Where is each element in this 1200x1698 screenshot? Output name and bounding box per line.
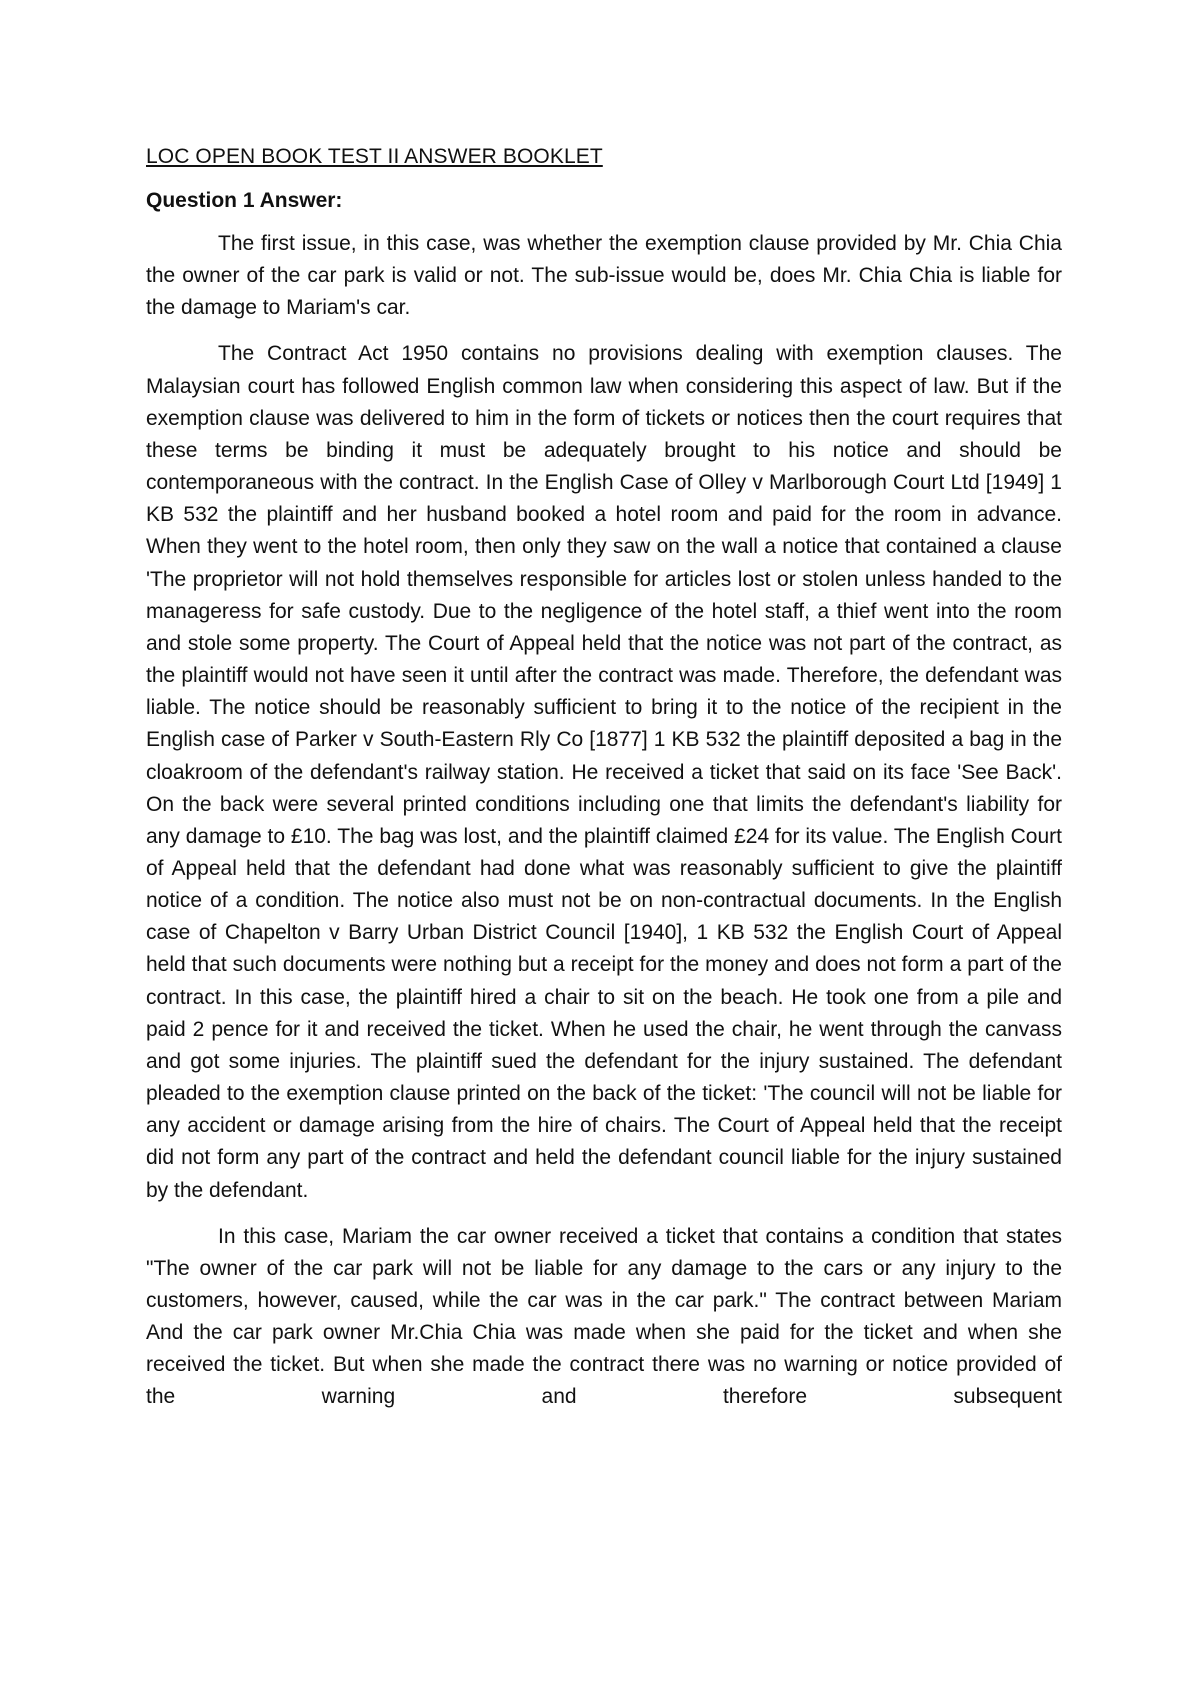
paragraph-contract-act: The Contract Act 1950 contains no provisions dealing with exemption clauses. The Malaysian court has followed English common law when considering this aspect of law. But if the exemption clause was delivered to him in the form of tickets or notices then the court requires that these terms be binding it must be adequately brought to his notice and should be contemporaneous with the contract. In the English Case of Olley v Marlborough Court Ltd [1949] 1 KB 532 the plaintiff and her husband booked a hotel room and paid for the room in advance. When they went to the hotel room, then only they saw on the wall a notice that contained a clause 'The proprietor will not hold themselves responsible for articles lost or stolen unless handed to the manageress for safe custody. Due to the negligence of the hotel staff, a thief went into the room and stole some property. The Court of Appeal held that the notice was not part of the contract, as the plaintiff would not have seen it until after the contract was made. Therefore, the defendant was liable. The notice should be reasonably sufficient to bring it to the notice of the recipient in the English case of Parker v South-Eastern Rly Co [1877] 1 KB 532 the plaintiff deposited a bag in the cloakroom of the defendant's railway station. He received a ticket that said on its face 'See Back'. On the back were several printed conditions including one that limits the defendant's liability for any damage to £10. The bag was lost, and the plaintiff claimed £24 for its value. The English Court of Appeal held that the defendant had done what was reasonably sufficient to give the plaintiff notice of a condition. The notice also must not be on non-contractual documents. In the English case of Chapelton v Barry Urban District Council [1940], 1 KB 532 the English Court of Appeal held that such documents were nothing but a receipt for the money and does not form a part of the contract. In this case, the plaintiff hired a chair to sit on the beach. He took one from a pile and paid 2 pence for it and received the ticket. When he used the chair, he went through the canvass and got some injuries. The plaintiff sued the defendant for the injury sustained. The defendant pleaded to the exemption clause printed on the back of the ticket: 'The council will not be liable for any accident or damage arising from the hire of chairs. The Court of Appeal held that the receipt did not form any part of the contract and held the defendant council liable for the injury sustained by the defendant.	[146, 342, 1062, 1202]
document-body	[146, 144, 1062, 1428]
document-title: LOC OPEN BOOK TEST II ANSWER BOOKLET	[146, 145, 603, 168]
paragraph-application: In this case, Mariam the car owner received a ticket that contains a condition that states "The owner of the car park will not be liable for any damage to the cars or any injury to the customers, however, caused, while the car was in the car park." The contract between Mariam And the car park owner Mr.Chia Chia was made when she paid for the ticket and when she received the ticket. But when she made the contract there was no warning or notice provided of the warning and therefore subsequent	[146, 1224, 1062, 1409]
question-heading: Question 1 Answer:	[146, 189, 343, 212]
paragraph-issue: The first issue, in this case, was whether the exemption clause provided by Mr. Chia Chia the owner of the car park is valid or not. The sub-issue would be, does Mr. Chia Chia is liable for the damage to Mariam's car.	[146, 232, 1062, 320]
